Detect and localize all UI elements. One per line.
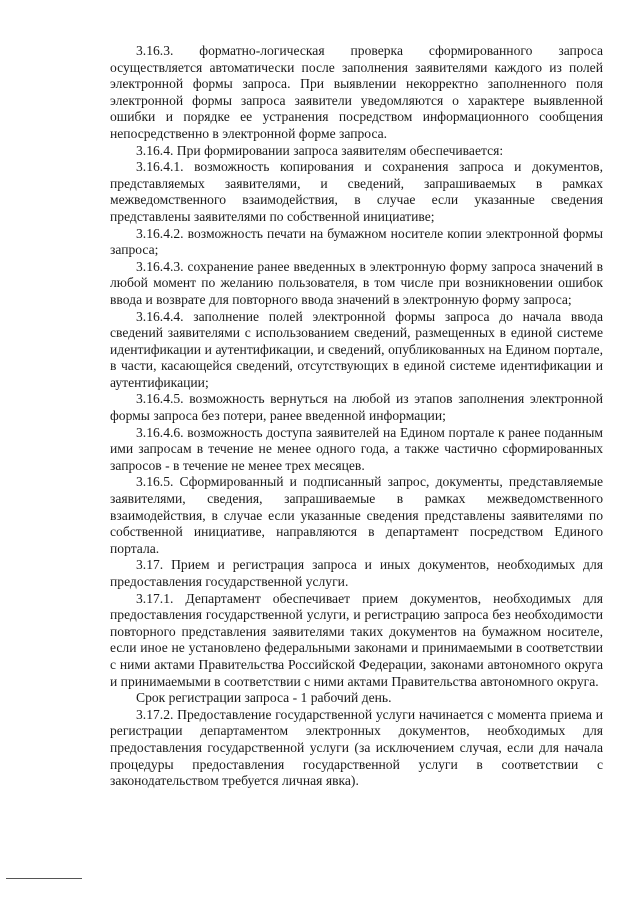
paragraph-3-16-4-2: 3.16.4.2. возможность печати на бумажном носителе копии электронной формы запроса; <box>110 225 603 258</box>
paragraph-3-16-4-4: 3.16.4.4. заполнение полей электронной формы запроса до начала ввода сведений заявителями с использованием сведений, размещенных в единой системе идентификации и аутентификации, и сведений, опубликованных на Едином портале, в части, касающейся сведений, отсутствующих в единой системе идентификации и аутентификации; <box>110 308 603 390</box>
paragraph-3-16-4-5: 3.16.4.5. возможность вернуться на любой из этапов заполнения электронной формы запроса без потери, ранее введенной информации; <box>110 391 603 424</box>
paragraph-3-16-3: 3.16.3. форматно-логическая проверка сформированного запроса осуществляется автоматически после заполнения заявителями каждого из полей электронной формы запроса. При выявлении некорректно заполненного поля электронной формы запроса заявители уведомляются о характере выявленной ошибки и порядке ее устранения посредством информационного сообщения непосредственно в электронной форме запроса. <box>110 43 603 141</box>
paragraph-3-17-1: 3.17.1. Департамент обеспечивает прием документов, необходимых для предоставления государственной услуги, и регистрацию запроса без необходимости повторного представления заявителями таких документов на бумажном носителе, если иное не установлено федеральными законами и принимаемыми в соответствии с ними актами Правительства Российской Федерации, законами автономного округа и принимаемыми в соответствии с ними актами Правительства автономного округа. <box>110 590 603 689</box>
paragraph-3-16-4-3: 3.16.4.3. сохранение ранее введенных в электронную форму запроса значений в любой момент по желанию пользователя, в том числе при возникновении ошибок ввода и возврате для повторного ввода значений в электронную форму запроса; <box>110 258 603 307</box>
document-body <box>110 43 603 790</box>
footnote-divider <box>6 878 82 879</box>
paragraph-registration-term: Срок регистрации запроса - 1 рабочий день. <box>136 690 392 706</box>
paragraph-3-16-4-6: 3.16.4.6. возможность доступа заявителей на Едином портале к ранее поданным ими запросам в течение не менее одного года, а также частично сформированных запросов - в течение не менее трех месяцев. <box>110 424 603 473</box>
paragraph-3-17: 3.17. Прием и регистрация запроса и иных документов, необходимых для предоставления государственной услуги. <box>110 557 603 589</box>
paragraph-3-16-4-1: 3.16.4.1. возможность копирования и сохранения запроса и документов, представляемых заявителями, и сведений, запрашиваемых в рамках межведомственного взаимодействия, в случае если указанные сведения представлены заявителями по собственной инициативе; <box>110 159 603 224</box>
paragraph-3-16-4: 3.16.4. При формировании запроса заявителям обеспечивается: <box>136 142 504 158</box>
paragraph-3-17-2: 3.17.2. Предоставление государственной услуги начинается с момента приема и регистрации департаментом электронных документов, необходимых для предоставления государственной услуги (за исключением случая, если для начала процедуры предоставления государственной услуги в соответствии с законодательством требуется личная явка). <box>110 706 603 789</box>
paragraph-3-16-5: 3.16.5. Сформированный и подписанный запрос, документы, представляемые заявителями, сведения, запрашиваемые в рамках межведомственного взаимодействия, в случае если указанные сведения представлены заявителями по собственной инициативе, направляются в департамент посредством Единого портала. <box>110 474 603 556</box>
